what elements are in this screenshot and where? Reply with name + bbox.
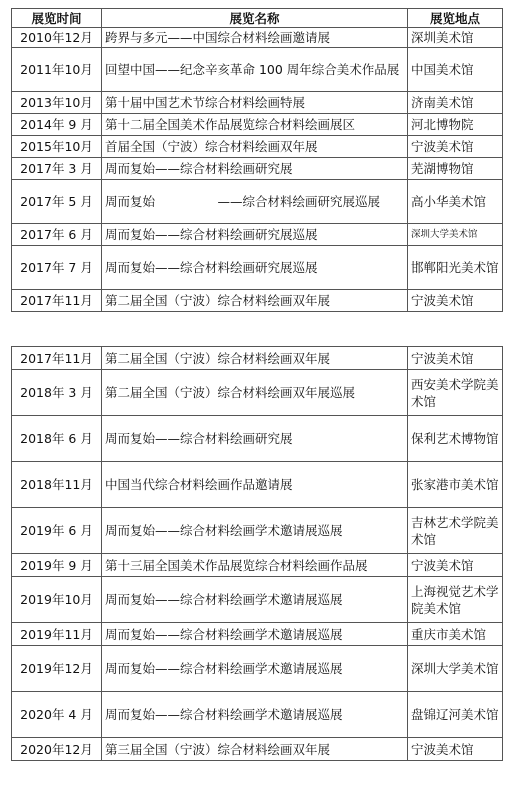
table-row xyxy=(12,370,503,416)
exhibition-date: 2017年 6 月 xyxy=(12,224,102,246)
exhibition-name: 第二届全国（宁波）综合材料绘画双年展巡展 xyxy=(102,370,408,416)
exhibition-name: 第十届中国艺术节综合材料绘画特展 xyxy=(102,92,408,114)
exhibition-venue: 宁波美术馆 xyxy=(408,136,503,158)
exhibition-date: 2017年11月 xyxy=(12,290,102,312)
exhibition-date: 2018年 6 月 xyxy=(12,416,102,462)
table-row xyxy=(12,554,503,577)
table-row xyxy=(12,462,503,508)
exhibition-table-part-2 xyxy=(11,346,503,761)
exhibition-date: 2013年10月 xyxy=(12,92,102,114)
exhibition-name: 第二届全国（宁波）综合材料绘画双年展 xyxy=(102,347,408,370)
exhibition-venue: 深圳大学美术馆 xyxy=(408,224,503,246)
exhibition-venue: 芜湖博物馆 xyxy=(408,158,503,180)
exhibition-table-part-1 xyxy=(11,8,503,312)
exhibition-name: 周而复始——综合材料绘画学术邀请展巡展 xyxy=(102,508,408,554)
exhibition-date: 2015年10月 xyxy=(12,136,102,158)
exhibition-venue: 宁波美术馆 xyxy=(408,738,503,761)
table-row xyxy=(12,290,503,312)
exhibition-name: 周而复始——综合材料绘画学术邀请展巡展 xyxy=(102,692,408,738)
exhibition-venue: 宁波美术馆 xyxy=(408,347,503,370)
table-header-row xyxy=(12,9,503,28)
exhibition-venue: 深圳美术馆 xyxy=(408,28,503,48)
exhibition-name: 周而复始——综合材料绘画研究展巡展 xyxy=(102,224,408,246)
table-row xyxy=(12,224,503,246)
table-row xyxy=(12,246,503,290)
exhibition-name: 第十二届全国美术作品展览综合材料绘画展区 xyxy=(102,114,408,136)
table-row xyxy=(12,738,503,761)
exhibition-date: 2020年12月 xyxy=(12,738,102,761)
exhibition-name: 第二届全国（宁波）综合材料绘画双年展 xyxy=(102,290,408,312)
exhibition-date: 2017年 3 月 xyxy=(12,158,102,180)
table-row xyxy=(12,158,503,180)
exhibition-date: 2017年11月 xyxy=(12,347,102,370)
exhibition-venue: 邯郸阳光美术馆 xyxy=(408,246,503,290)
exhibition-date: 2019年12月 xyxy=(12,646,102,692)
exhibition-name: 中国当代综合材料绘画作品邀请展 xyxy=(102,462,408,508)
exhibition-venue: 济南美术馆 xyxy=(408,92,503,114)
exhibition-venue: 上海视觉艺术学院美术馆 xyxy=(408,577,503,623)
exhibition-name: 首届全国（宁波）综合材料绘画双年展 xyxy=(102,136,408,158)
exhibition-date: 2019年10月 xyxy=(12,577,102,623)
exhibition-venue: 深圳大学美术馆 xyxy=(408,646,503,692)
header-name: 展览名称 xyxy=(102,9,408,28)
exhibition-date: 2019年 9 月 xyxy=(12,554,102,577)
exhibition-venue: 中国美术馆 xyxy=(408,48,503,92)
exhibition-venue: 重庆市美术馆 xyxy=(408,623,503,646)
exhibition-venue: 宁波美术馆 xyxy=(408,290,503,312)
exhibition-date: 2019年11月 xyxy=(12,623,102,646)
exhibition-date: 2017年 5 月 xyxy=(12,180,102,224)
exhibition-venue: 盘锦辽河美术馆 xyxy=(408,692,503,738)
exhibition-date: 2019年 6 月 xyxy=(12,508,102,554)
exhibition-name: 周而复始——综合材料绘画研究展 xyxy=(102,158,408,180)
exhibition-name: 第十三届全国美术作品展览综合材料绘画作品展 xyxy=(102,554,408,577)
table-row xyxy=(12,136,503,158)
table-row xyxy=(12,646,503,692)
exhibition-date: 2010年12月 xyxy=(12,28,102,48)
exhibition-date: 2018年11月 xyxy=(12,462,102,508)
table-row xyxy=(12,114,503,136)
exhibition-date: 2017年 7 月 xyxy=(12,246,102,290)
exhibition-name: 回望中国——纪念辛亥革命 100 周年综合美术作品展 xyxy=(102,48,408,92)
table-row xyxy=(12,692,503,738)
exhibition-venue: 保利艺术博物馆 xyxy=(408,416,503,462)
exhibition-name: 跨界与多元——中国综合材料绘画邀请展 xyxy=(102,28,408,48)
exhibition-venue: 吉林艺术学院美术馆 xyxy=(408,508,503,554)
exhibition-name: 第三届全国（宁波）综合材料绘画双年展 xyxy=(102,738,408,761)
exhibition-venue: 高小华美术馆 xyxy=(408,180,503,224)
exhibition-date: 2011年10月 xyxy=(12,48,102,92)
table-row xyxy=(12,508,503,554)
exhibition-venue: 西安美术学院美术馆 xyxy=(408,370,503,416)
exhibition-name: 周而复始——综合材料绘画研究展巡展 xyxy=(102,246,408,290)
exhibition-date: 2020年 4 月 xyxy=(12,692,102,738)
table-row xyxy=(12,347,503,370)
table-row xyxy=(12,577,503,623)
table-row xyxy=(12,180,503,224)
table-row xyxy=(12,416,503,462)
table-row xyxy=(12,623,503,646)
table-row xyxy=(12,92,503,114)
exhibition-date: 2014年 9 月 xyxy=(12,114,102,136)
exhibition-name: 周而复始——综合材料绘画研究展 xyxy=(102,416,408,462)
exhibition-venue: 宁波美术馆 xyxy=(408,554,503,577)
exhibition-name: 周而复始——综合材料绘画学术邀请展巡展 xyxy=(102,623,408,646)
table-row xyxy=(12,48,503,92)
exhibition-name: 周而复始——综合材料绘画学术邀请展巡展 xyxy=(102,577,408,623)
header-date: 展览时间 xyxy=(12,9,102,28)
exhibition-date: 2018年 3 月 xyxy=(12,370,102,416)
exhibition-name: 周而复始——综合材料绘画学术邀请展巡展 xyxy=(102,646,408,692)
header-venue: 展览地点 xyxy=(408,9,503,28)
exhibition-venue: 河北博物院 xyxy=(408,114,503,136)
exhibition-venue: 张家港市美术馆 xyxy=(408,462,503,508)
table-row xyxy=(12,28,503,48)
exhibition-name: 周而复始 ——综合材料绘画研究展巡展 xyxy=(102,180,408,224)
